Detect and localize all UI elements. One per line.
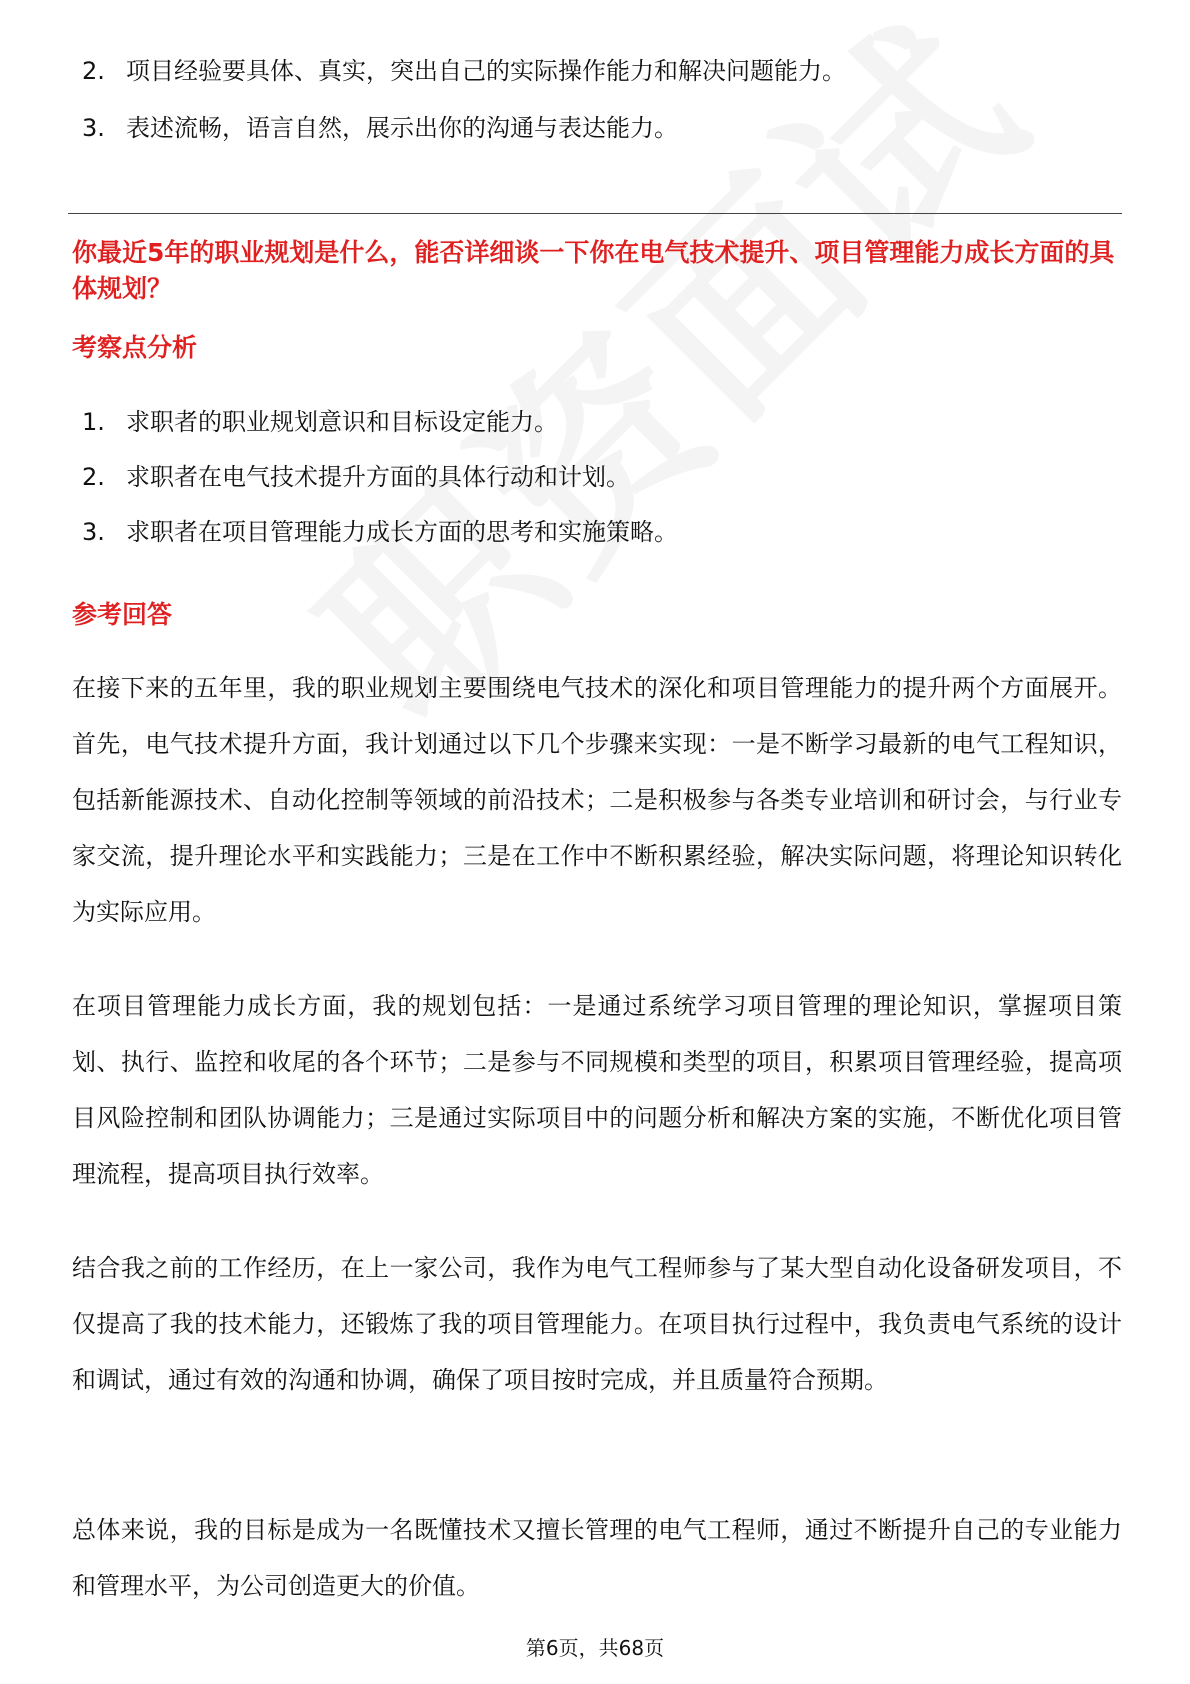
list-item <box>82 515 678 549</box>
analysis-list <box>82 405 678 549</box>
question-title: 你最近5年的职业规划是什么，能否详细谈一下你在电气技术提升、项目管理能力成长方面的具体规划？ <box>72 238 1115 303</box>
answer-paragraph: 在接下来的五年里，我的职业规划主要围绕电气技术的深化和项目管理能力的提升两个方面展开。首先，电气技术提升方面，我计划通过以下几个步骤来实现：一是不断学习最新的电气工程知识，包括新能源技术、自动化控制等领域的前沿技术；二是积极参与各类专业培训和研讨会，与行业专家交流，提升理论水平和实践能力；三是在工作中不断积累经验，解决实际问题，将理论知识转化为实际应用。 <box>72 674 1122 926</box>
list-item <box>82 54 846 88</box>
list-text: 求职者的职业规划意识和目标设定能力。 <box>126 408 558 436</box>
answer-heading: 参考回答 <box>72 600 173 629</box>
list-text: 求职者在电气技术提升方面的具体行动和计划。 <box>126 463 630 491</box>
answer-paragraph: 结合我之前的工作经历，在上一家公司，我作为电气工程师参与了某大型自动化设备研发项目，不仅提高了我的技术能力，还锻炼了我的项目管理能力。在项目执行过程中，我负责电气系统的设计和调试，通过有效的沟通和协调，确保了项目按时完成，并且质量符合预期。 <box>72 1254 1122 1394</box>
answer-paragraph: 总体来说，我的目标是成为一名既懂技术又擅长管理的电气工程师，通过不断提升自己的专业能力和管理水平，为公司创造更大的价值。 <box>72 1516 1122 1600</box>
list-text: 表述流畅，语言自然，展示出你的沟通与表达能力。 <box>126 114 678 142</box>
list-number: 2. <box>82 463 105 491</box>
analysis-heading: 考察点分析 <box>72 333 198 362</box>
list-number: 3. <box>82 518 105 546</box>
divider <box>68 213 1122 214</box>
list-text: 求职者在项目管理能力成长方面的思考和实施策略。 <box>126 518 678 546</box>
list-item <box>82 111 846 145</box>
page-footer: 第6页，共68页 <box>525 1636 665 1660</box>
list-text: 项目经验要具体、真实，突出自己的实际操作能力和解决问题能力。 <box>126 57 846 85</box>
top-list <box>82 54 846 145</box>
list-number: 1. <box>82 408 105 436</box>
list-item <box>82 460 678 494</box>
list-item <box>82 405 678 439</box>
answer-paragraph: 在项目管理能力成长方面，我的规划包括：一是通过系统学习项目管理的理论知识，掌握项目策划、执行、监控和收尾的各个环节；二是参与不同规模和类型的项目，积累项目管理经验，提高项目风险控制和团队协调能力；三是通过实际项目中的问题分析和解决方案的实施，不断优化项目管理流程，提高项目执行效率。 <box>72 992 1122 1188</box>
list-number: 3. <box>82 114 105 142</box>
list-number: 2. <box>82 57 105 85</box>
